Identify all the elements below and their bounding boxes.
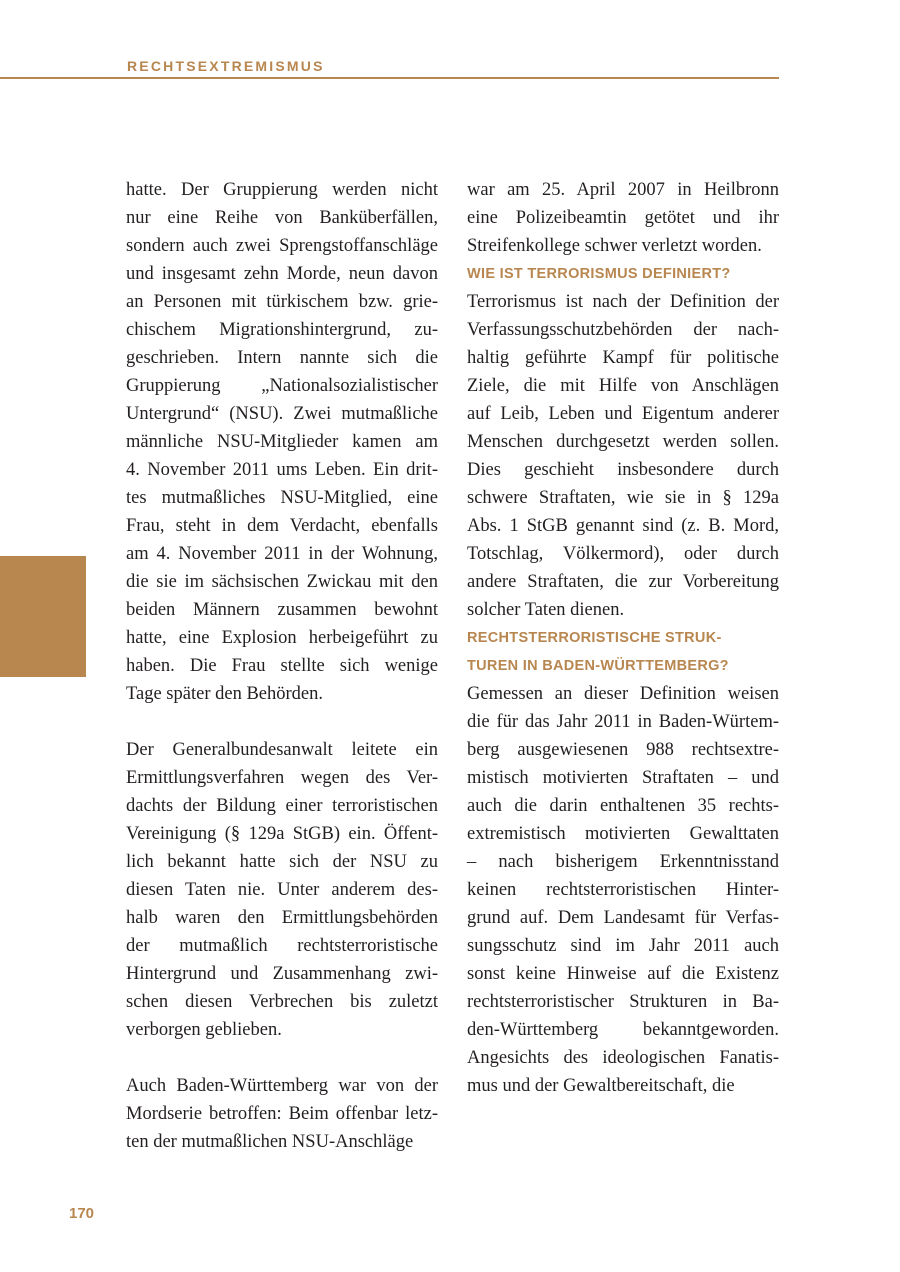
- text-line: Mordserie betroffen: Beim offenbar letz-: [126, 1104, 438, 1124]
- text-line: den-Württemberg bekanntgeworden.: [467, 1020, 779, 1040]
- heading-line: TUREN IN BADEN-WÜRTTEMBERG?: [467, 658, 729, 674]
- text-line: männliche NSU-Mitglieder kamen am: [126, 432, 438, 452]
- text-line: hatte. Der Gruppierung werden nicht: [126, 180, 438, 200]
- text-line: Dies geschieht insbesondere durch: [467, 460, 779, 480]
- text-line: Vereinigung (§ 129a StGB) ein. Öffent-: [126, 824, 438, 844]
- text-line: und insgesamt zehn Morde, neun davon: [126, 264, 438, 284]
- section-heading-right-terror-structures: [467, 624, 779, 680]
- text-line: schen diesen Verbrechen bis zuletzt: [126, 992, 438, 1012]
- text-line: Auch Baden-Württemberg war von der: [126, 1076, 438, 1096]
- text-line: Ermittlungsverfahren wegen des Ver-: [126, 768, 438, 788]
- paragraph-baden-wuerttemberg: [126, 1072, 438, 1156]
- text-line: keinen rechtsterroristischen Hinter-: [467, 880, 779, 900]
- text-line: halb waren den Ermittlungsbehörden: [126, 908, 438, 928]
- text-line: Hintergrund und Zusammenhang zwi-: [126, 964, 438, 984]
- text-line: die sie im sächsischen Zwickau mit den: [126, 572, 438, 592]
- text-line: Ziele, die mit Hilfe von Anschlägen: [467, 376, 779, 396]
- text-line: auf Leib, Leben und Eigentum anderer: [467, 404, 779, 424]
- text-line: extremistisch motivierten Gewalttaten: [467, 824, 779, 844]
- text-line: beiden Männern zusammen bewohnt: [126, 600, 438, 620]
- page-number: 170: [69, 1205, 95, 1222]
- text-line: die für das Jahr 2011 in Baden-Würtem-: [467, 712, 779, 732]
- text-line: Gruppierung „Nationalsozialistischer: [126, 376, 438, 396]
- text-line: verborgen geblieben.: [126, 1020, 282, 1040]
- text-line: Totschlag, Völkermord), oder durch: [467, 544, 779, 564]
- text-line: berg ausgewiesenen 988 rechtsextre-: [467, 740, 779, 760]
- text-line: Untergrund“ (NSU). Zwei mutmaßliche: [126, 404, 438, 424]
- text-line: haltig geführte Kampf für politische: [467, 348, 779, 368]
- header-rule: [0, 77, 779, 79]
- text-line: solcher Taten dienen.: [467, 600, 625, 620]
- text-line: andere Straftaten, die zur Vorbereitung: [467, 572, 779, 592]
- text-line: ten der mutmaßlichen NSU-Anschläge: [126, 1132, 414, 1152]
- text-line: rechtsterroristischer Strukturen in Ba-: [467, 992, 779, 1012]
- chapter-side-tab: [0, 556, 86, 677]
- text-line: 4. November 2011 ums Leben. Ein drit-: [126, 460, 438, 480]
- heading-line: RECHTSTERRORISTISCHE STRUK-: [467, 630, 722, 646]
- text-line: grund auf. Dem Landesamt für Verfas-: [467, 908, 779, 928]
- text-line: Der Generalbundesanwalt leitete ein: [126, 740, 438, 760]
- text-line: der mutmaßlich rechtsterroristische: [126, 936, 438, 956]
- text-line: tes mutmaßliches NSU-Mitglied, eine: [126, 488, 438, 508]
- text-line: war am 25. April 2007 in Heilbronn: [467, 180, 779, 200]
- paragraph-investigation: [126, 736, 438, 1044]
- text-line: – nach bisherigem Erkenntnisstand: [467, 852, 779, 872]
- text-line: Menschen durchgesetzt werden sollen.: [467, 432, 779, 452]
- text-line: auch die darin enthaltenen 35 rechts-: [467, 796, 779, 816]
- text-line: mistisch motivierten Straftaten – und: [467, 768, 779, 788]
- paragraph-heilbronn: [467, 176, 779, 260]
- text-line: Abs. 1 StGB genannt sind (z. B. Mord,: [467, 516, 779, 536]
- text-line: lich bekannt hatte sich der NSU zu: [126, 852, 438, 872]
- text-line: hatte, eine Explosion herbeigeführt zu: [126, 628, 438, 648]
- text-line: Gemessen an dieser Definition weisen: [467, 684, 779, 704]
- text-line: sungsschutz sind im Jahr 2011 auch: [467, 936, 779, 956]
- text-line: nur eine Reihe von Banküberfällen,: [126, 208, 438, 228]
- text-line: Angesichts des ideologischen Fanatis-: [467, 1048, 779, 1068]
- text-line: mus und der Gewaltbereitschaft, die: [467, 1076, 735, 1096]
- heading-line: WIE IST TERRORISMUS DEFINIERT?: [467, 266, 731, 282]
- text-line: Frau, steht in dem Verdacht, ebenfalls: [126, 516, 438, 536]
- text-line: Tage später den Behörden.: [126, 684, 323, 704]
- text-line: Verfassungsschutzbehörden der nach-: [467, 320, 779, 340]
- text-line: sondern auch zwei Sprengstoffanschläge: [126, 236, 438, 256]
- right-text-column: [467, 176, 779, 1100]
- text-line: Terrorismus ist nach der Definition der: [467, 292, 779, 312]
- text-line: am 4. November 2011 in der Wohnung,: [126, 544, 438, 564]
- text-line: an Personen mit türkischem bzw. grie-: [126, 292, 438, 312]
- text-line: chischem Migrationshintergrund, zu-: [126, 320, 438, 340]
- paragraph-terrorism-definition: [467, 288, 779, 624]
- text-line: diesen Taten nie. Unter anderem des-: [126, 880, 438, 900]
- text-line: geschrieben. Intern nannte sich die: [126, 348, 438, 368]
- text-line: dachts der Bildung einer terroristischen: [126, 796, 438, 816]
- paragraph-right-terror-structures: [467, 680, 779, 1100]
- section-heading-terrorism-definition: [467, 260, 779, 288]
- left-text-column: [126, 176, 438, 1156]
- paragraph-nsu-group: [126, 176, 438, 708]
- text-line: haben. Die Frau stellte sich wenige: [126, 656, 438, 676]
- text-line: Streifenkollege schwer verletzt worden.: [467, 236, 762, 256]
- text-line: sonst keine Hinweise auf die Existenz: [467, 964, 779, 984]
- running-header-title: RECHTSEXTREMISMUS: [127, 58, 325, 74]
- text-line: eine Polizeibeamtin getötet und ihr: [467, 208, 779, 228]
- text-line: schwere Straftaten, wie sie in § 129a: [467, 488, 779, 508]
